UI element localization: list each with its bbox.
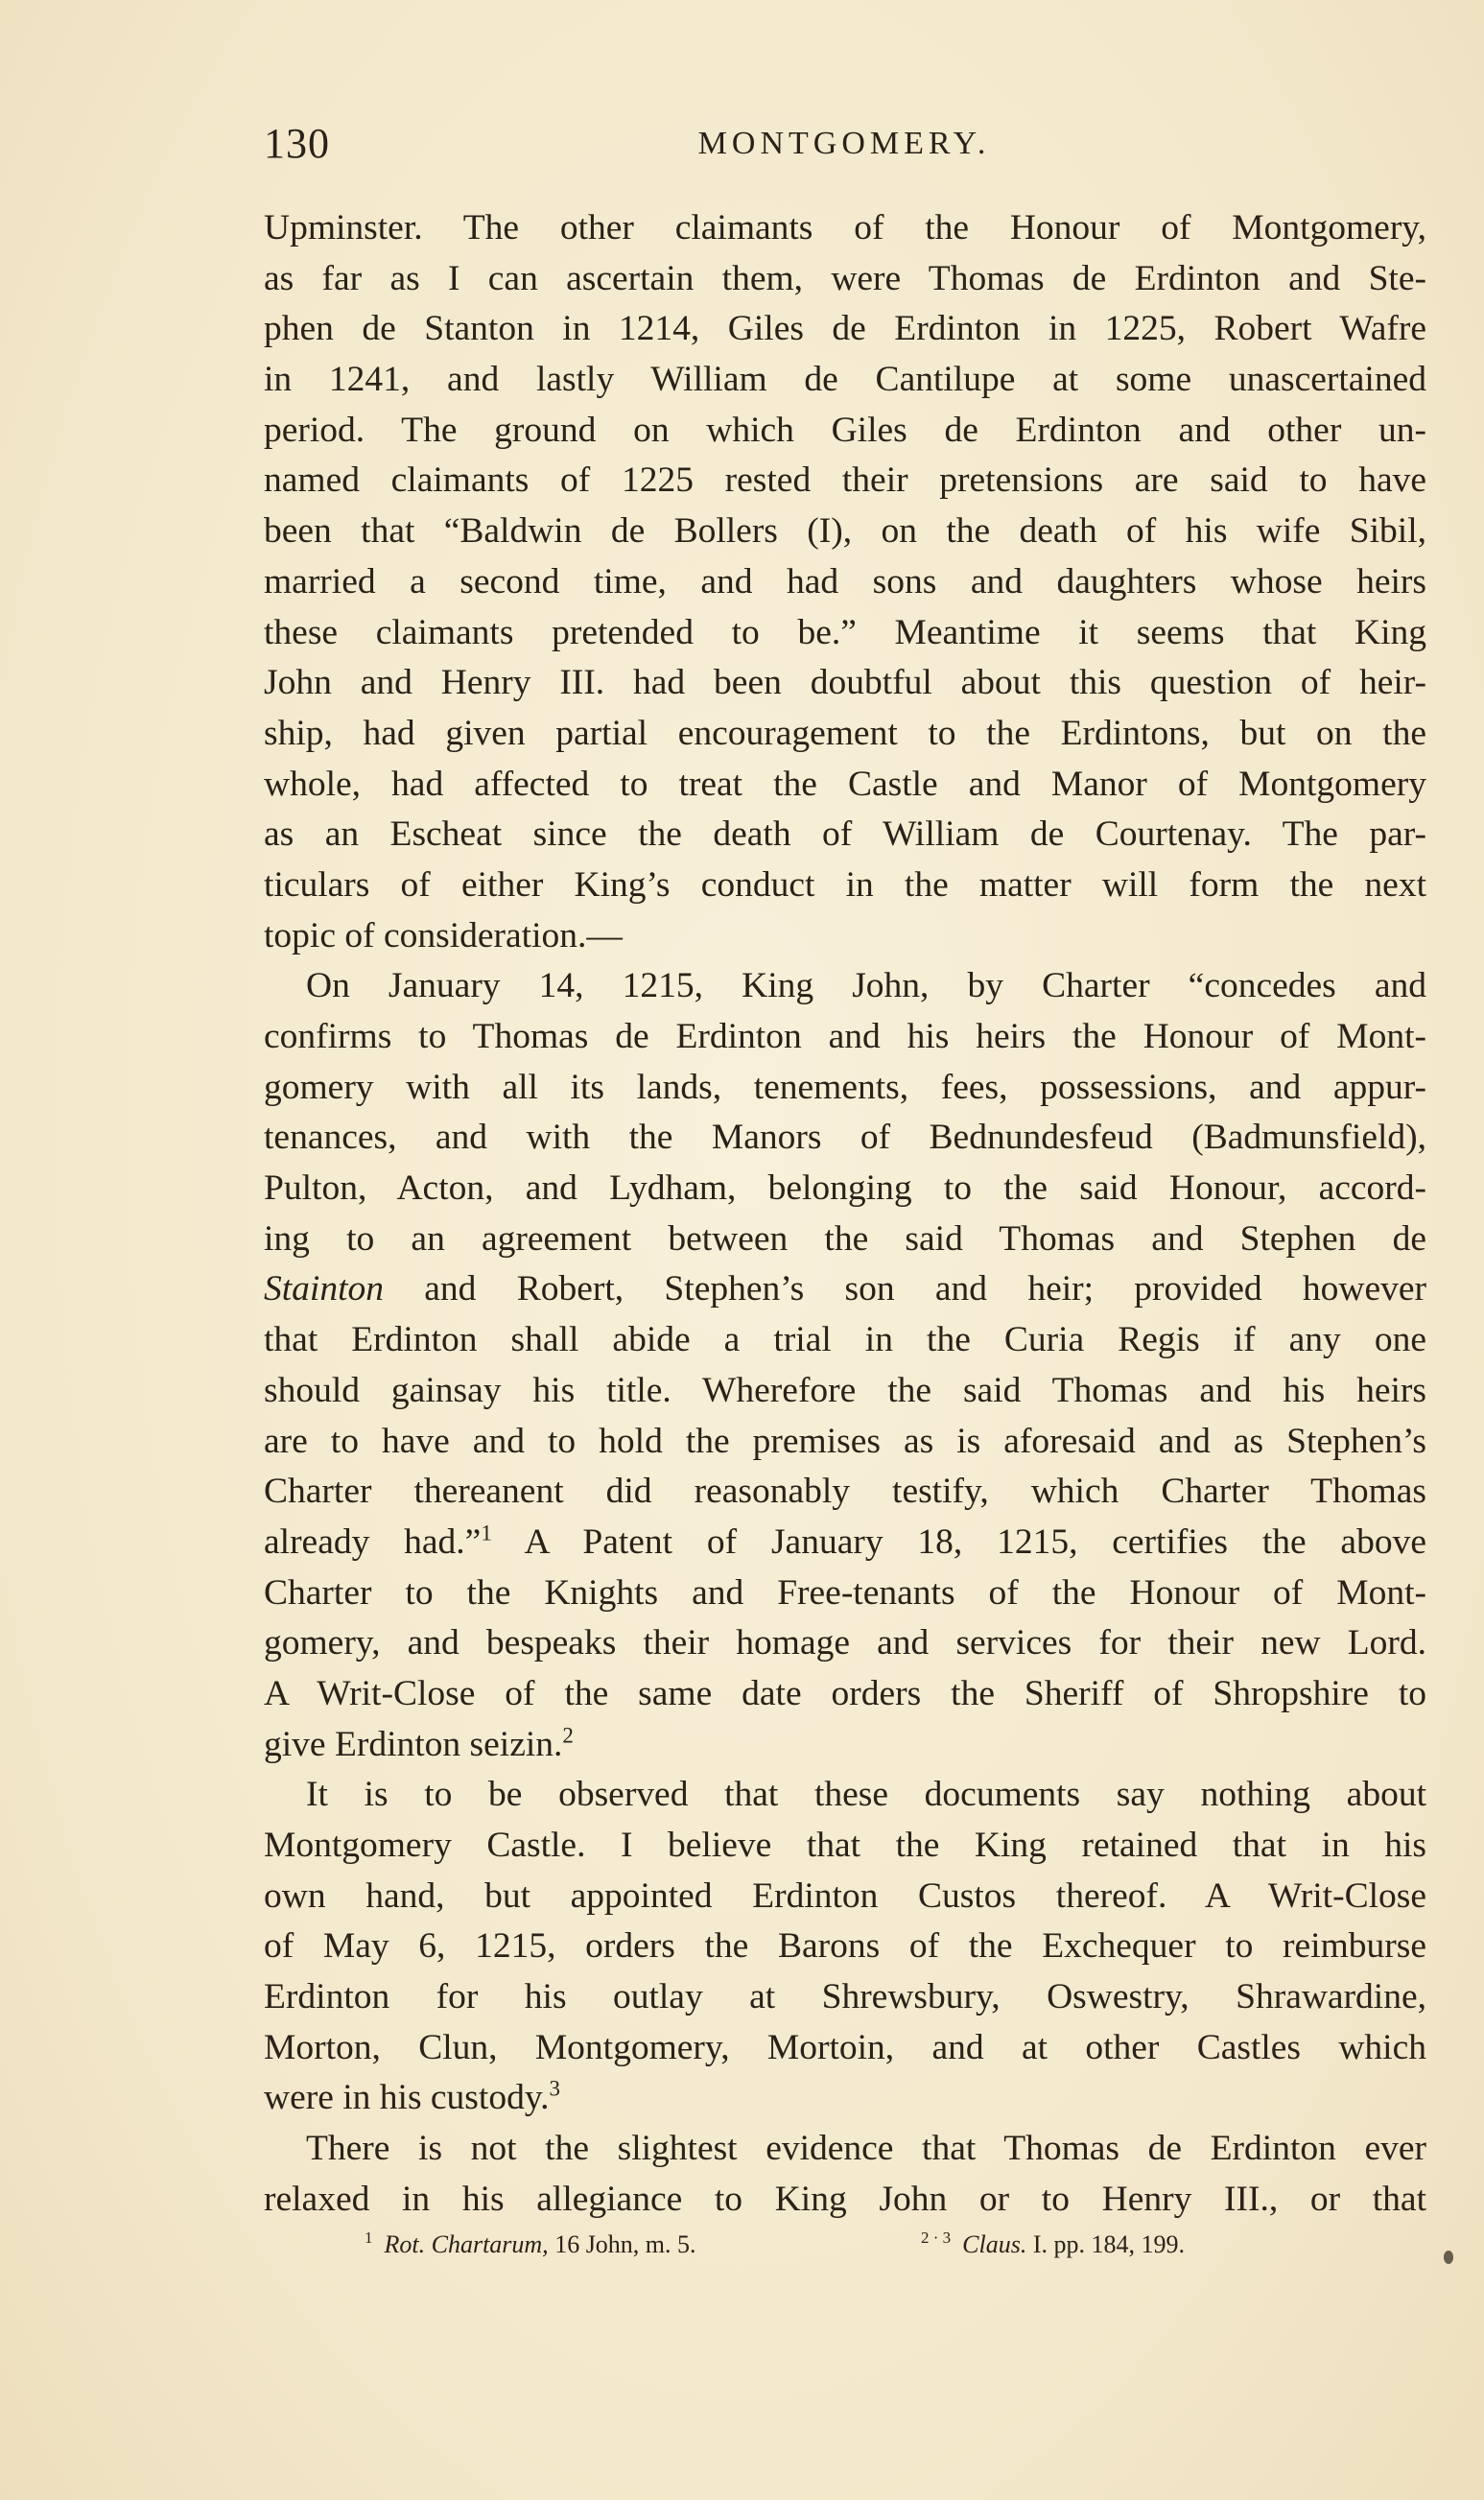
text-line: as an Escheat since the death of William de Courtenay. The par- (264, 814, 1426, 855)
footnote-ref[interactable]: 2 (562, 1723, 574, 1748)
text-run: were in his custody. (264, 2078, 550, 2118)
text-line: whole, had affected to treat the Castle and Manor of Montgomery (264, 764, 1426, 804)
text-line: married a second time, and had sons and daughters whose heirs (264, 561, 1426, 601)
footnote-1 (365, 2224, 696, 2266)
text-line: A Writ-Close of the same date orders the Sheriff of Shropshire to (264, 1673, 1426, 1713)
text-line: are to have and to hold the premises as is aforesaid and as Stephen’s (264, 1421, 1426, 1461)
text-line: confirms to Thomas de Erdinton and his heirs the Honour of Mont- (264, 1017, 1426, 1056)
text-line: period. The ground on which Giles de Erdinton and other un- (264, 410, 1426, 450)
ink-smudge (1444, 2251, 1453, 2264)
text-run: already had.” (264, 1521, 482, 1562)
text-line: been that “Baldwin de Bollers (I), on the death of his wife Sibil, (264, 511, 1426, 552)
text-line: Montgomery Castle. I believe that the King retained that in his (264, 1826, 1426, 1865)
text-line: phen de Stanton in 1214, Giles de Erdinton in 1225, Robert Wafre (264, 309, 1426, 349)
text-line: own hand, but appointed Erdinton Custos thereof. A Writ-Close (264, 1875, 1426, 1916)
text-run: A Patent of January 18, 1215, certifies the above (491, 1521, 1426, 1562)
text-run: and Robert, Stephen’s son and heir; provided however (384, 1269, 1426, 1309)
footnote-ref[interactable]: 1 (481, 1521, 492, 1545)
text-line: relaxed in his allegiance to King John or to Henry III., or that (264, 2179, 1426, 2219)
page-header (264, 115, 1425, 173)
text-line: ship, had given partial encouragement to the Erdintons, but on the (264, 713, 1426, 753)
text-line: ticulars of either King’s conduct in the matter will form the next (264, 864, 1426, 905)
footnote-source-title: Rot. Chartarum, (384, 2230, 549, 2258)
footnote-citation: 16 John, m. 5. (548, 2230, 696, 2258)
text-line: tenances, and with the Manors of Bednundesfeud (Badmunsfield), (264, 1118, 1426, 1158)
text-line: On January 14, 1215, King John, by Charter “concedes and (306, 966, 1426, 1006)
text-line (264, 1264, 1426, 1315)
text-line: gomery with all its lands, tenements, fees, possessions, and appur- (264, 1067, 1426, 1107)
text-line: of May 6, 1215, orders the Barons of the Exchequer to reimburse (264, 1926, 1426, 1967)
text-run: give Erdinton seizin. (264, 1724, 563, 1764)
text-line (264, 2073, 1426, 2124)
text-line: in 1241, and lastly William de Cantilupe at some unascertained (264, 360, 1426, 400)
footnote-ref[interactable]: 3 (549, 2076, 561, 2101)
footnote-2-3 (921, 2224, 1185, 2266)
text-line: named claimants of 1225 rested their pretensions are said to have (264, 460, 1426, 501)
text-line (264, 1720, 1426, 1771)
page-number: 130 (264, 120, 330, 167)
body-text (264, 203, 1426, 2226)
footnote-source-title: Claus. (962, 2230, 1027, 2258)
text-line: these claimants pretended to be.” Meantime it seems that King (264, 612, 1426, 652)
text-line: Upminster. The other claimants of the Honour of Montgomery, (264, 208, 1426, 248)
text-line: It is to be observed that these documents say nothing about (306, 1775, 1426, 1815)
footnote-number: 2 · 3 (921, 2229, 952, 2248)
italic-place-name: Stainton (264, 1269, 385, 1309)
footnote-number: 1 (365, 2229, 373, 2248)
running-title: MONTGOMERY. (697, 126, 991, 161)
text-line: John and Henry III. had been doubtful about this question of heir- (264, 663, 1426, 703)
text-line: ing to an agreement between the said Thomas and Stephen de (264, 1218, 1426, 1259)
text-line: that Erdinton shall abide a trial in the Curia Regis if any one (264, 1320, 1426, 1360)
text-line: gomery, and bespeaks their homage and services for their new Lord. (264, 1623, 1426, 1663)
footnote-citation: I. pp. 184, 199. (1026, 2230, 1186, 2258)
footnotes (365, 2224, 1324, 2266)
text-line: There is not the slightest evidence that Thomas de Erdinton ever (306, 2129, 1426, 2169)
text-line: Charter to the Knights and Free-tenants of the Honour of Mont- (264, 1572, 1426, 1613)
text-line: topic of consideration.— (264, 915, 623, 955)
text-line: should gainsay his title. Wherefore the said Thomas and his heirs (264, 1370, 1426, 1410)
text-line: Erdinton for his outlay at Shrewsbury, Oswestry, Shrawardine, (264, 1977, 1426, 2017)
text-line: Morton, Clun, Montgomery, Mortoin, and at other Castles which (264, 2027, 1426, 2067)
text-line: Charter thereanent did reasonably testify, which Charter Thomas (264, 1472, 1426, 1512)
text-line (264, 1518, 1426, 1568)
text-line: as far as I can ascertain them, were Thomas de Erdinton and Ste- (264, 258, 1426, 298)
text-line: Pulton, Acton, and Lydham, belonging to the said Honour, accord- (264, 1168, 1426, 1209)
